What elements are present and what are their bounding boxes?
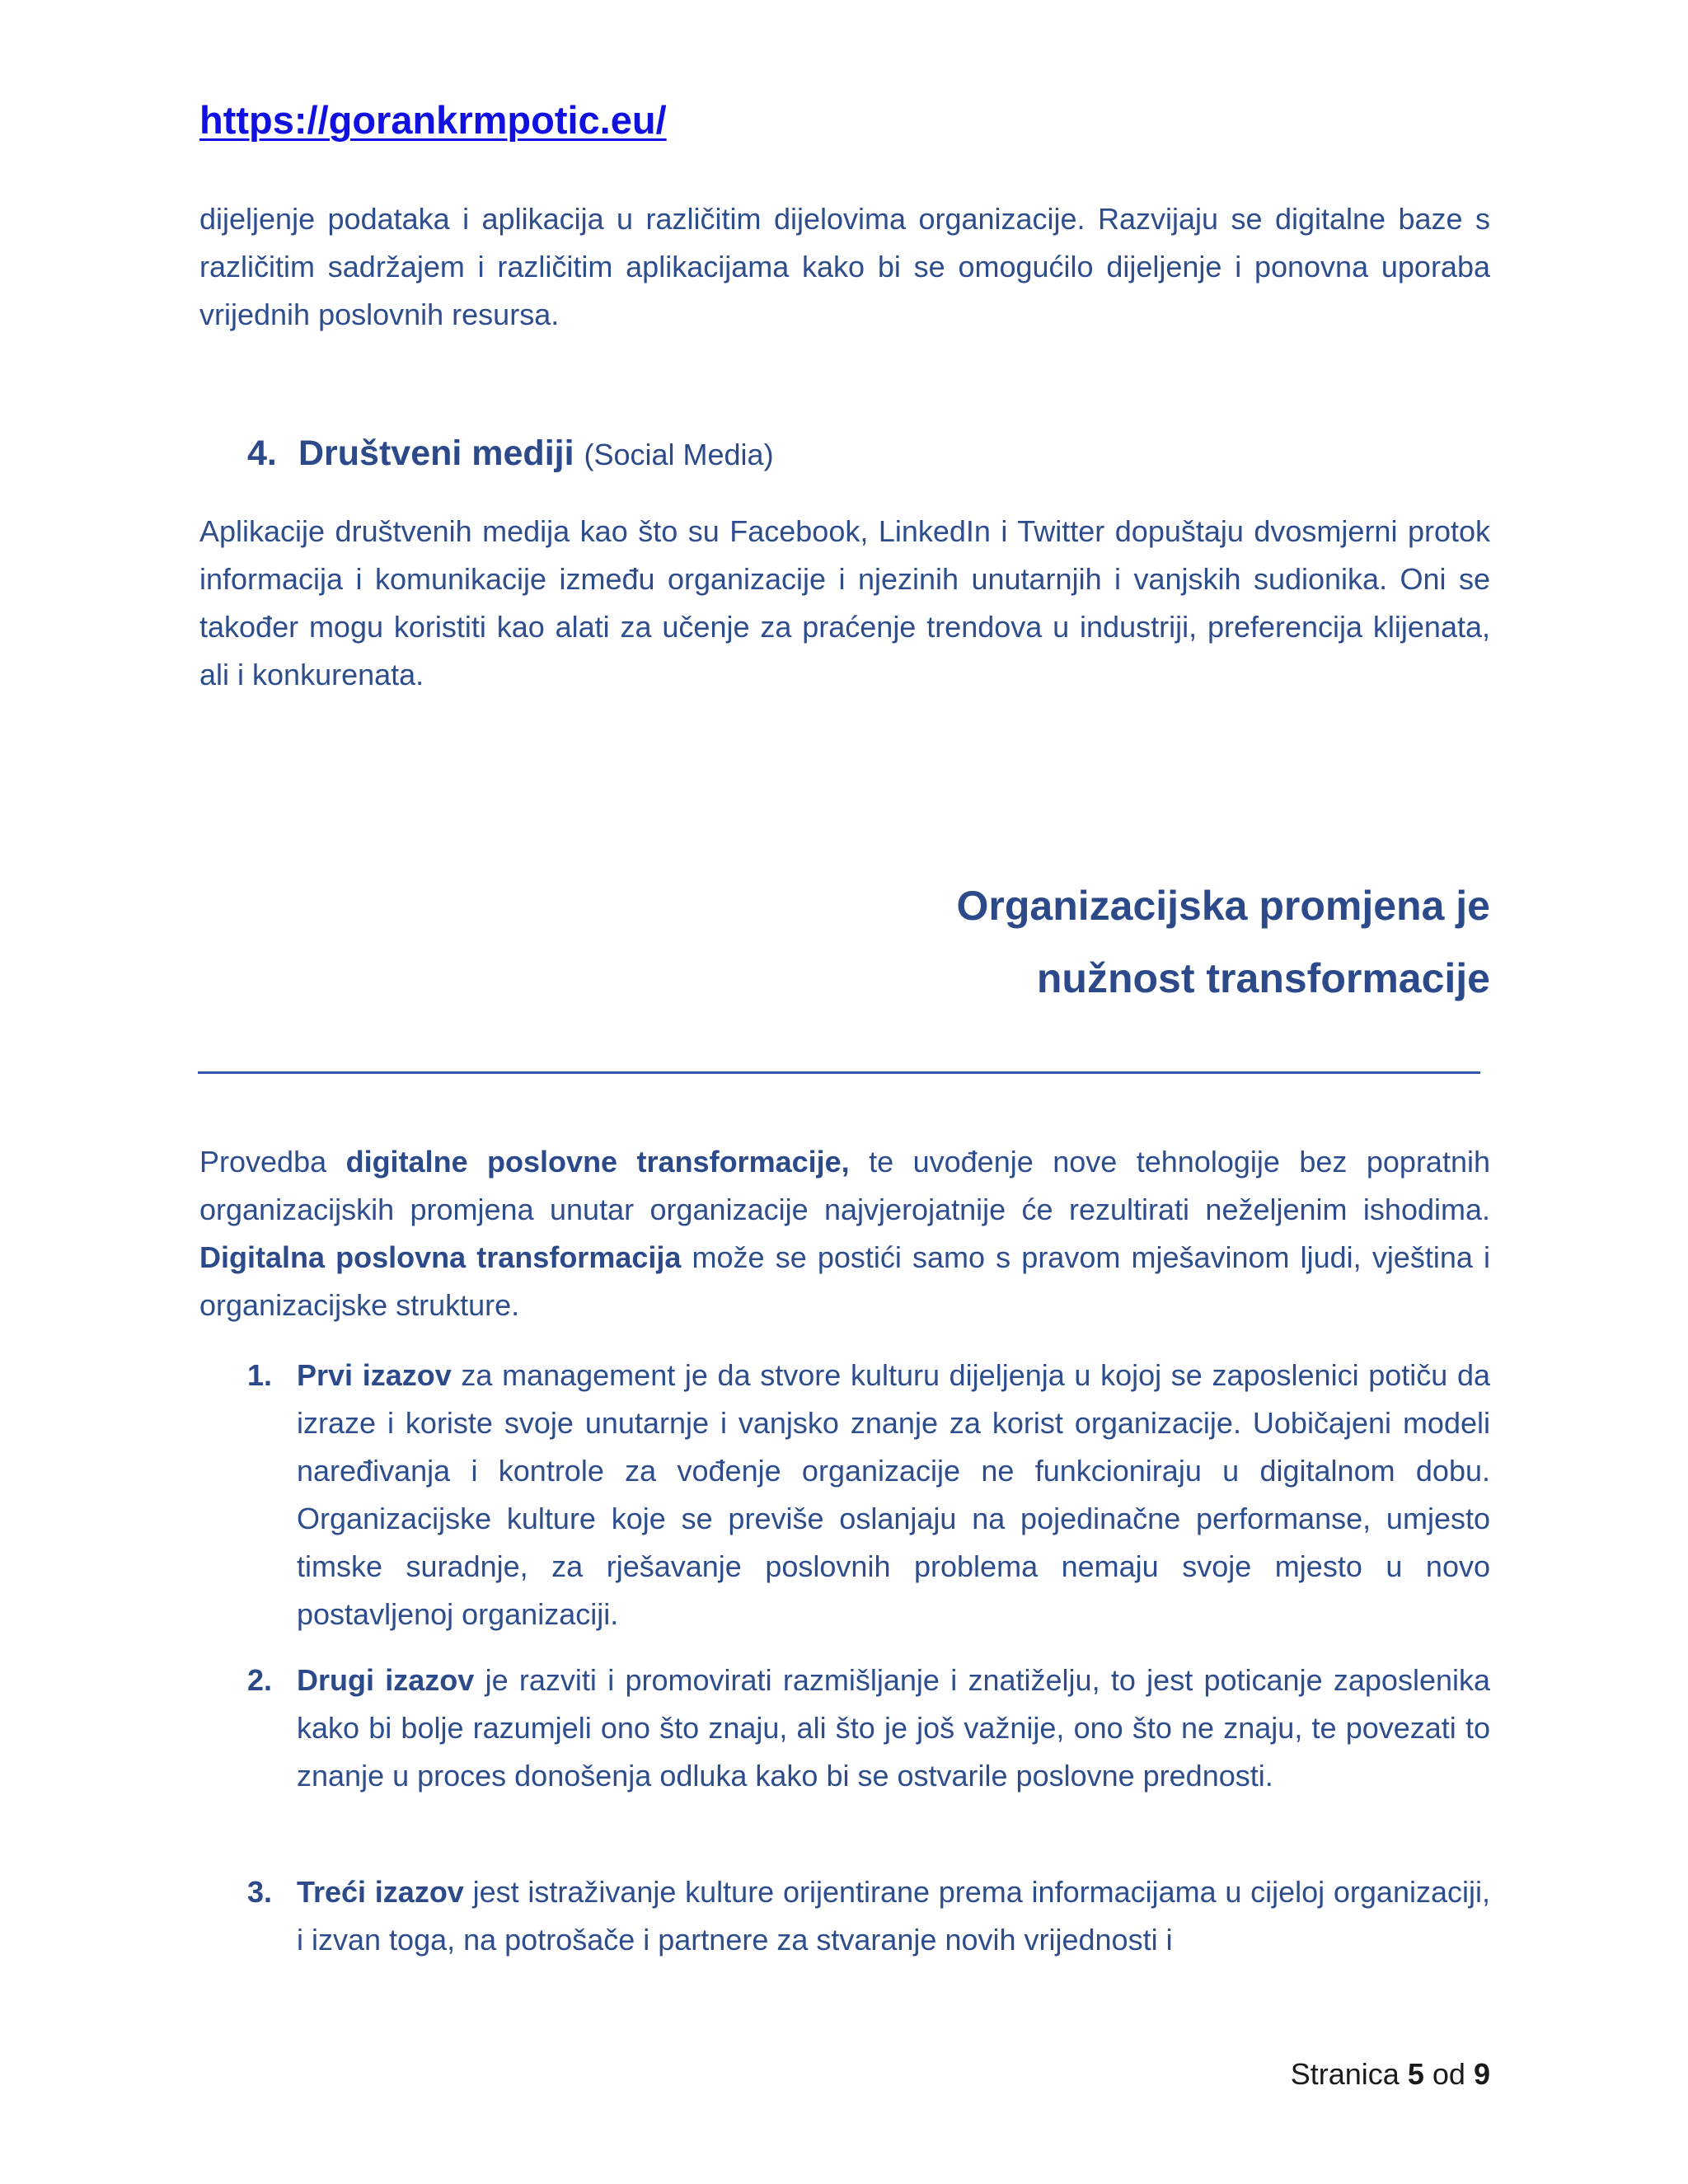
chapter-heading-line-1: Organizacijska promjena je [956, 883, 1490, 929]
section-subtitle: (Social Media) [584, 438, 774, 471]
chapter-heading [957, 869, 1491, 1015]
footer-current-page: 5 [1407, 2057, 1424, 2091]
list-item-bold: Treći izazov [297, 1875, 464, 1909]
intro-end: može se postići samo s pravom mješavinom ljudi, vještina i organizacijske strukture. [199, 1240, 1490, 1322]
section-title: Društveni mediji [298, 434, 574, 473]
list-item-text [297, 1352, 1490, 1638]
footer-middle: od [1432, 2057, 1465, 2091]
section-number: 4. [247, 434, 277, 473]
paragraph-social-media: Aplikacije društvenih medija kao što su Facebook, LinkedIn i Twitter dopuštaju dvosmjerni protok informacija i komunikacije između organizacije i njezinih unutarnjih i vanjskih sudionika. Oni se također mogu koristiti kao alati za učenje za praćenje trendova u industriji, preferencija klijenata, ali i konkurenata. [199, 514, 1490, 691]
list-item-body: je razviti i promovirati razmišljanje i znatiželju, to jest poticanje zaposlenika kako bi bolje razumjeli ono što znaju, ali što je još važnije, ono što ne znaju, te povezati to znanje u proces donošenja odluka kako bi se ostvarile poslovne prednosti. [297, 1663, 1491, 1793]
page-number-footer [1291, 2057, 1490, 2092]
intro-bold-2: Digitalna poslovna transformacija [199, 1240, 682, 1274]
paragraph-intro [199, 1138, 1490, 1329]
list-item-bold: Drugi izazov [297, 1663, 475, 1697]
chapter-heading-line-2: nužnost transformacije [1036, 955, 1490, 1001]
website-link[interactable]: https://gorankrmpotic.eu/ [199, 98, 667, 142]
footer-total-pages: 9 [1473, 2057, 1490, 2091]
list-item-body: jest istraživanje kulture orijentirane prema informacijama u cijeloj organizaciji, i izvan toga, na potrošače i partnere za stvaranje novih vrijednosti i [297, 1875, 1490, 1957]
list-item-number: 3. [247, 1875, 273, 1909]
heading-divider [198, 1071, 1480, 1074]
list-item-text [297, 1868, 1490, 1964]
intro-bold-1: digitalne poslovne transformacije, [345, 1145, 850, 1179]
list-item-number: 2. [247, 1663, 273, 1697]
section-heading-social-media [247, 434, 774, 474]
list-item-bold: Prvi izazov [297, 1358, 452, 1392]
intro-middle: te uvođenje nove tehnologije bez popratnih organizacijskih promjena unutar organizacije najvjerojatnije će rezultirati neželjenim ishodima. [199, 1145, 1490, 1226]
list-item-text [297, 1657, 1490, 1800]
paragraph-continuation: dijeljenje podataka i aplikacija u različitim dijelovima organizacije. Razvijaju se digitalne baze s različitim sadržajem i različitim aplikacijama kako bi se omogućilo dijeljenje i ponovna uporaba vrijednih poslovnih resursa. [199, 202, 1490, 331]
list-item-body: za management je da stvore kulturu dijeljenja u kojoj se zaposlenici potiču da izraze i koriste svoje unutarnje i vanjsko znanje za korist organizacije. Uobičajeni modeli naređivanja i kontrole za vođenje organizacije ne funkcioniraju u digitalnom dobu. Organizacijske kulture koje se previše oslanjaju na pojedinačne performanse, umjesto timske suradnje, za rješavanje poslovnih problema nemaju svoje mjesto u novo postavljenoj organizaciji. [297, 1358, 1490, 1631]
list-item-number: 1. [247, 1358, 273, 1392]
footer-prefix: Stranica [1290, 2057, 1400, 2091]
intro-start: Provedba [199, 1145, 346, 1179]
